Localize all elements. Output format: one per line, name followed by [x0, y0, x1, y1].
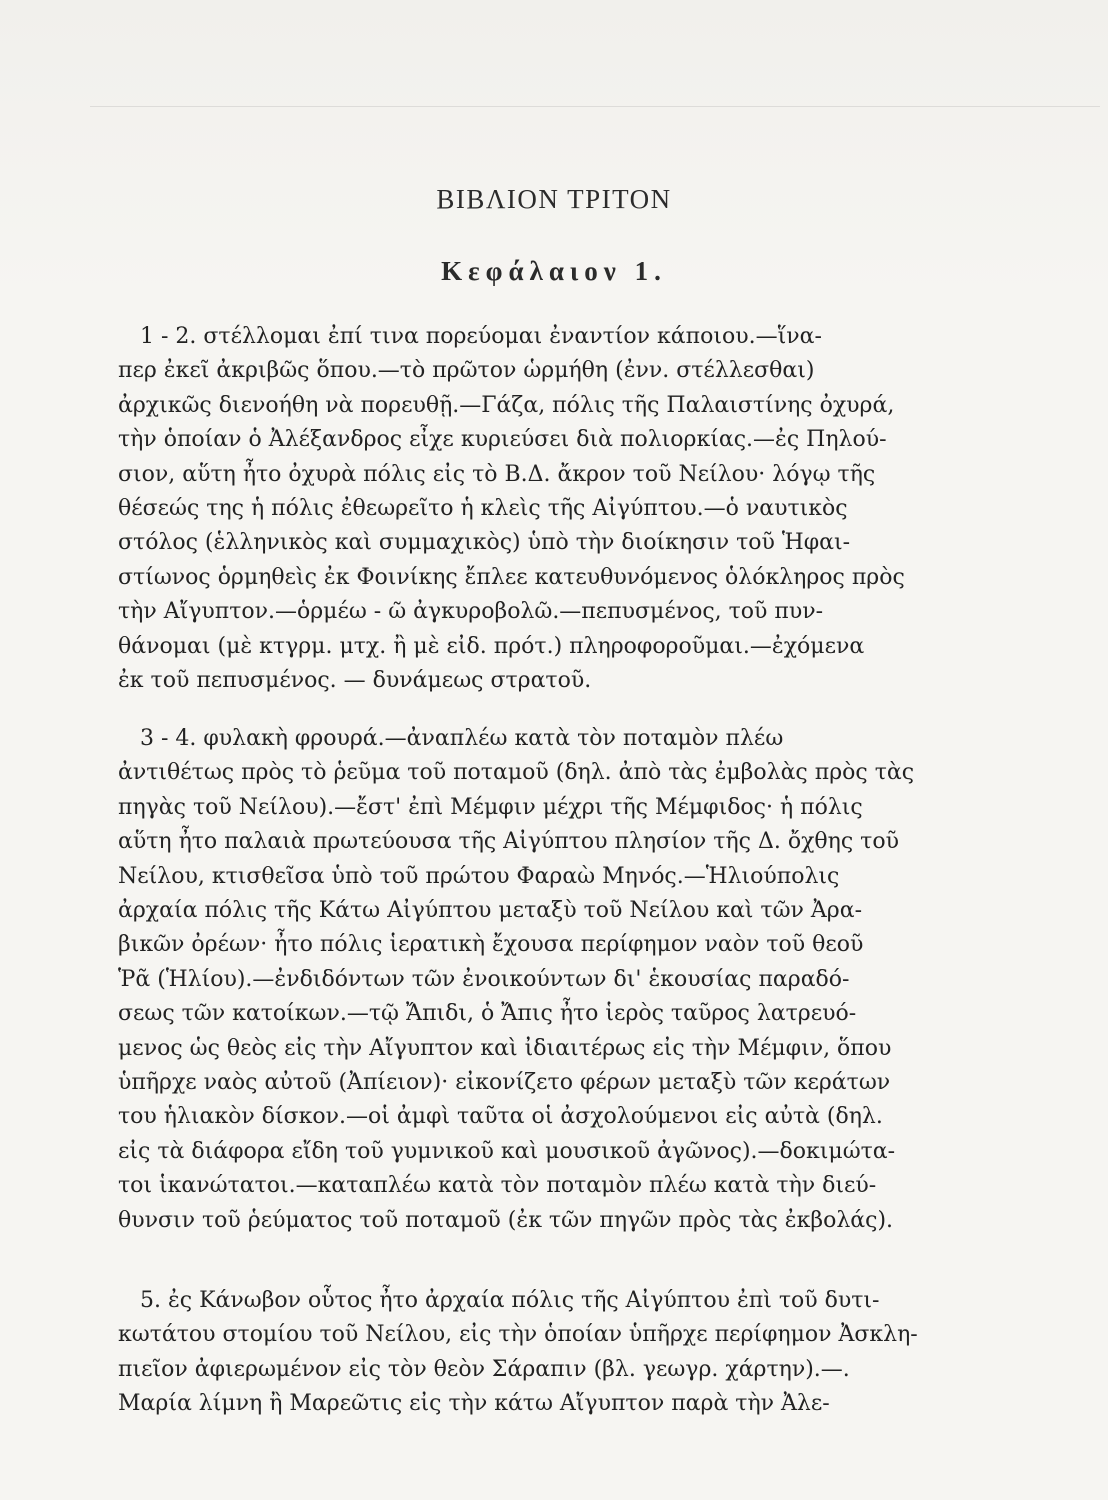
text-line: ἐκ τοῦ πεπυσμένος. — δυνάμεως στρατοῦ.	[118, 668, 592, 694]
text-line: ἀρχικῶς διενοήθη νὰ πορευθῇ.—Γάζα, πόλις τῆς Παλαιστίνης ὀχυρά,	[118, 392, 895, 418]
text-line: τὴν Αἴγυπτον.—ὁρμέω - ῶ ἀγκυροβολῶ.—πεπυσμένος, τοῦ πυν-	[118, 599, 824, 625]
text-line: περ ἐκεῖ ἀκριβῶς ὅπου.—τὸ πρῶτον ὡρμήθη (ἐνν. στέλλεσθαι)	[118, 358, 815, 384]
text-line: τὴν ὁποίαν ὁ Ἀλέξανδρος εἶχε κυριεύσει διὰ πολιορκίας.—ἐς Πηλού-	[118, 427, 887, 453]
text-line: 5. ἐς Κάνωβον οὗτος ἦτο ἀρχαία πόλις τῆς Αἰγύπτου ἐπὶ τοῦ δυτι-	[140, 1288, 880, 1313]
text-line: πηγὰς τοῦ Νείλου).—ἔστ' ἐπὶ Μέμφιν μέχρι τῆς Μέμφιδος· ἡ πόλις	[118, 794, 863, 820]
text-line: Μαρία λίμνη ἢ Μαρεῶτις εἰς τὴν κάτω Αἴγυπτον παρὰ τὴν Ἀλε-	[118, 1391, 830, 1417]
text-line: σιον, αὕτη ἦτο ὀχυρὰ πόλις εἰς τὸ Β.Δ. ἄκρον τοῦ Νείλου· λόγῳ τῆς	[118, 461, 876, 487]
paragraph-1-2	[118, 320, 1002, 698]
text-line: 3 - 4. φυλακὴ φρουρά.—ἀναπλέω κατὰ τὸν ποταμὸν πλέω	[140, 726, 784, 751]
text-line: του ἡλιακὸν δίσκον.—οἱ ἀμφὶ ταῦτα οἱ ἀσχολούμενοι εἰς αὐτὰ (δηλ.	[118, 1104, 883, 1130]
chapter-title: Κεφάλαιον 1.	[441, 256, 667, 286]
book-title: ΒΙΒΛΙΟΝ ΤΡΙΤΟΝ	[436, 184, 672, 214]
text-line: θυνσιν τοῦ ῥεύματος τοῦ ποταμοῦ (ἐκ τῶν πηγῶν πρὸς τὰς ἐκβολάς).	[118, 1207, 894, 1233]
text-line: στίωνος ὁρμηθεὶς ἐκ Φοινίκης ἔπλεε κατευθυνόμενος ὁλόκληρος πρὸς	[118, 564, 905, 590]
text-line: στόλος (ἑλληνικὸς καὶ συμμαχικὸς) ὑπὸ τὴν διοίκησιν τοῦ Ἡφαι-	[118, 530, 851, 556]
text-line: εἰς τὰ διάφορα εἴδη τοῦ γυμνικοῦ καὶ μουσικοῦ ἀγῶνος).—δοκιμώτα-	[118, 1138, 896, 1164]
text-line: βικῶν ὀρέων· ἦτο πόλις ἱερατικὴ ἔχουσα περίφημον ναὸν τοῦ θεοῦ	[118, 932, 864, 958]
text-line: θέσεώς της ἡ πόλις ἐθεωρεῖτο ἡ κλεὶς τῆς Αἰγύπτου.—ὁ ναυτικὸς	[118, 496, 848, 522]
text-line: ἀντιθέτως πρὸς τὸ ῥεῦμα τοῦ ποταμοῦ (δηλ. ἀπὸ τὰς ἐμβολὰς πρὸς τὰς	[118, 760, 915, 786]
paragraph-3-4	[118, 722, 1002, 1238]
text-line: 1 - 2. στέλλομαι ἐπί τινα πορεύομαι ἐναντίον κάποιου.—ἵνα-	[140, 324, 822, 349]
text-line: θάνομαι (μὲ κτγρμ. μτχ. ἢ μὲ εἰδ. πρότ.) πληροφοροῦμαι.—ἐχόμενα	[118, 633, 865, 659]
text-line: πιεῖον ἀφιερωμένον εἰς τὸν θεὸν Σάραπιν (βλ. γεωγρ. χάρτην).—.	[118, 1356, 850, 1382]
text-line: μενος ὡς θεὸς εἰς τὴν Αἴγυπτον καὶ ἰδιαιτέρως εἰς τὴν Μέμφιν, ὅπου	[118, 1035, 892, 1061]
text-line: ὑπῆρχε ναὸς αὐτοῦ (Ἀπίειον)· εἰκονίζετο φέρων μεταξὺ τῶν κεράτων	[118, 1070, 891, 1096]
text-line: σεως τῶν κατοίκων.—τῷ Ἄπιδι, ὁ Ἄπις ἦτο ἱερὸς ταῦρος λατρευό-	[118, 1001, 857, 1027]
text-line: ἀρχαία πόλις τῆς Κάτω Αἰγύπτου μεταξὺ τοῦ Νείλου καὶ τῶν Ἀρα-	[118, 898, 863, 924]
text-line: αὕτη ἦτο παλαιὰ πρωτεύουσα τῆς Αἰγύπτου πλησίον τῆς Δ. ὄχθης τοῦ	[118, 829, 899, 855]
bleed-through-header	[90, 92, 1100, 107]
text-line: Ῥᾶ (Ἡλίου).—ἐνδιδόντων τῶν ἐνοικούντων δι' ἑκουσίας παραδό-	[118, 966, 850, 992]
text-line: κωτάτου στομίου τοῦ Νείλου, εἰς τὴν ὁποίαν ὑπῆρχε περίφημον Ἀσκλη-	[118, 1322, 918, 1348]
paragraph-5	[118, 1284, 1002, 1422]
text-line: τοι ἱκανώτατοι.—καταπλέω κατὰ τὸν ποταμὸν πλέω κατὰ τὴν διεύ-	[118, 1173, 877, 1199]
text-line: Νείλου, κτισθεῖσα ὑπὸ τοῦ πρώτου Φαραὼ Μηνός.—Ἡλιούπολις	[118, 863, 840, 889]
